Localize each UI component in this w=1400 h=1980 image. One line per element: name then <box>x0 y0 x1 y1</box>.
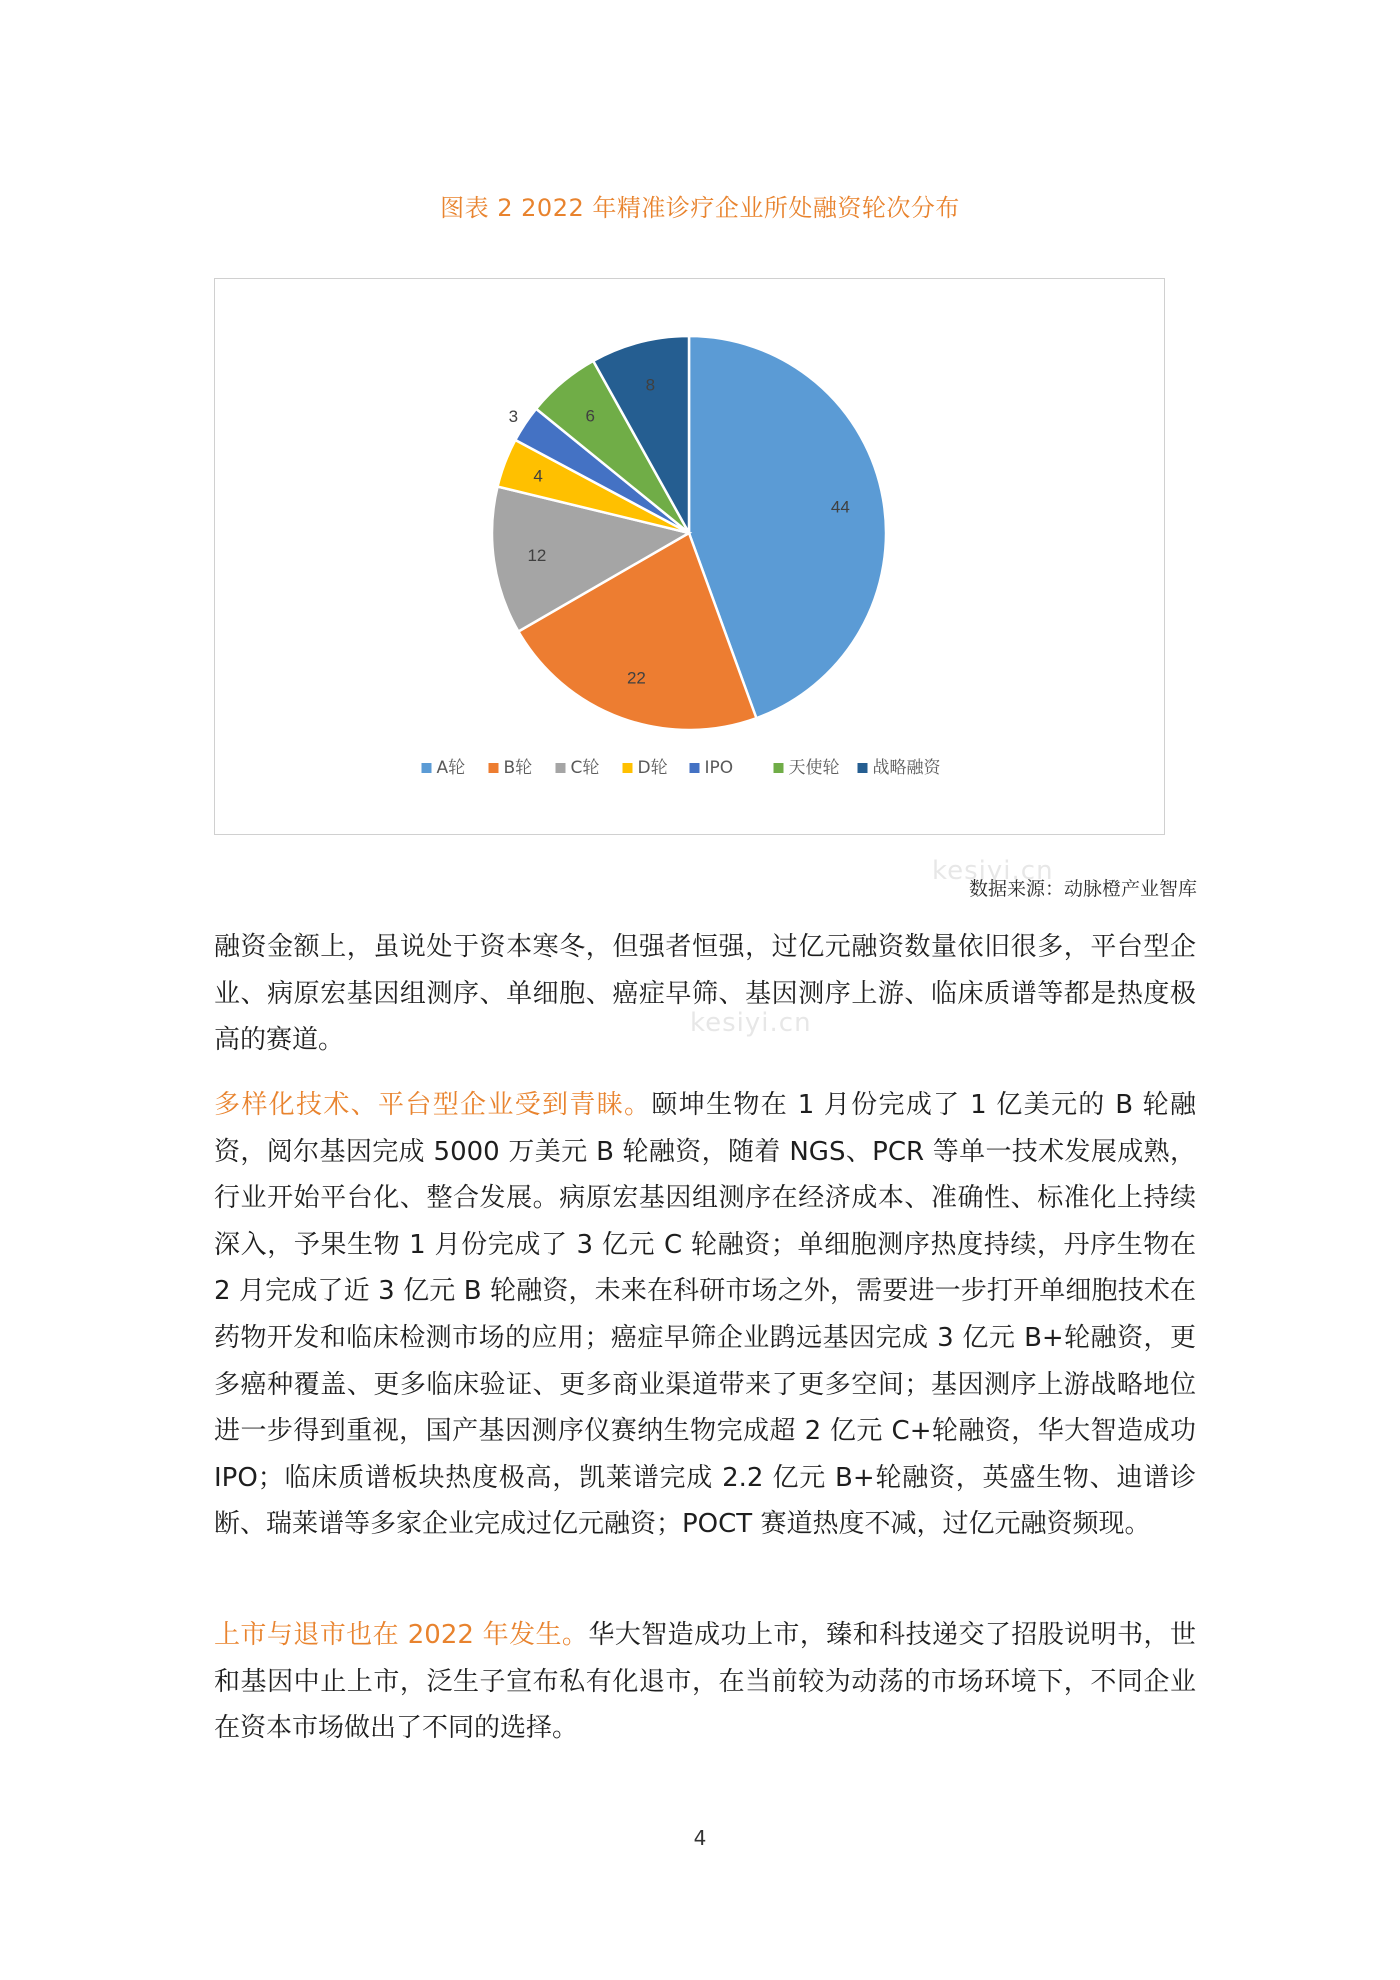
legend-label-4: IPO <box>704 758 734 778</box>
legend-label-2: C轮 <box>570 758 600 778</box>
paragraph-3-text: 华大智造成功上市，臻和科技递交了招股说明书，世和基因中止上市，泛生子宣布私有化退市，在当前较为动荡的市场环境下，不同企业在资本市场做出了不同的选择。 <box>214 1620 1196 1744</box>
chart-legend <box>422 758 942 778</box>
legend-label-3: D轮 <box>637 758 668 778</box>
legend-label-6: 战略融资 <box>872 758 941 778</box>
paragraph-3 <box>214 1612 1196 1752</box>
legend-swatch-4 <box>690 763 700 773</box>
paragraph-1 <box>214 924 1196 1064</box>
pie-chart <box>215 279 1166 836</box>
legend-label-0: A轮 <box>436 758 466 778</box>
legend-label-5: 天使轮 <box>788 758 840 778</box>
legend-swatch-1 <box>489 763 499 773</box>
paragraph-2 <box>214 1082 1196 1548</box>
pie-label-3: 4 <box>533 466 543 486</box>
pie-label-2: 12 <box>527 545 547 565</box>
watermark-1: kesiyi.cn <box>932 856 1054 886</box>
figure-title: 图表 2 2022 年精准诊疗企业所处融资轮次分布 <box>440 194 960 222</box>
pie-label-1: 22 <box>626 668 646 688</box>
pie-slices <box>492 336 886 730</box>
source-note: 数据来源：动脉橙产业智库 <box>968 878 1197 900</box>
paragraph-2-highlight: 多样化技术、平台型企业受到青睐。 <box>214 1090 652 1120</box>
pie-label-6: 8 <box>645 375 656 395</box>
legend-swatch-5 <box>774 763 784 773</box>
paragraph-1-text: 融资金额上，虽说处于资本寒冬，但强者恒强，过亿元融资数量依旧很多，平台型企业、病原宏基因组测序、单细胞、癌症早筛、基因测序上游、临床质谱等都是热度极高的赛道。 <box>214 932 1196 1056</box>
legend-label-1: B轮 <box>503 758 533 778</box>
paragraph-3-highlight: 上市与退市也在 2022 年发生。 <box>214 1620 589 1650</box>
legend-swatch-6 <box>858 763 868 773</box>
paragraph-2-text: 颐坤生物在 1 月份完成了 1 亿美元的 B 轮融资，阅尔基因完成 5000 万美元 B 轮融资，随着 NGS、PCR 等单一技术发展成熟，行业开始平台化、整合发展。病原宏基因组测序在经济成本、准确性、标准化上持续深入，予果生物 1 月份完成了 3 亿元 C 轮融资；单细胞测序热度持续，丹序生物在 2 月完成了近 3 亿元 B 轮融资，未来在科研市场之外，需要进一步打开单细胞技术在药物开发和临床检测市场的应用；癌症早筛企业鹍远基因完成 3 亿元 B+轮融资，更多癌种覆盖、更多临床验证、更多商业渠道带来了更多空间；基因测序上游战略地位进一步得到重视，国产基因测序仪赛纳生物完成超 2 亿元 C+轮融资，华大智造成功 IPO；临床质谱板块热度极高，凯莱谱完成 2.2 亿元 B+轮融资，英盛生物、迪谱诊断、瑞莱谱等多家企业完成过亿元融资；POCT 赛道热度不减，过亿元融资频现。 <box>214 1090 1196 1540</box>
legend-swatch-2 <box>556 763 566 773</box>
watermark-2: kesiyi.cn <box>690 1008 812 1038</box>
legend-swatch-3 <box>623 763 633 773</box>
pie-chart-frame <box>214 278 1165 835</box>
pie-label-4: 3 <box>508 407 519 427</box>
pie-label-0: 44 <box>830 497 850 517</box>
page-number: 4 <box>693 1826 707 1850</box>
pie-label-5: 6 <box>585 406 595 426</box>
legend-swatch-0 <box>422 763 432 773</box>
